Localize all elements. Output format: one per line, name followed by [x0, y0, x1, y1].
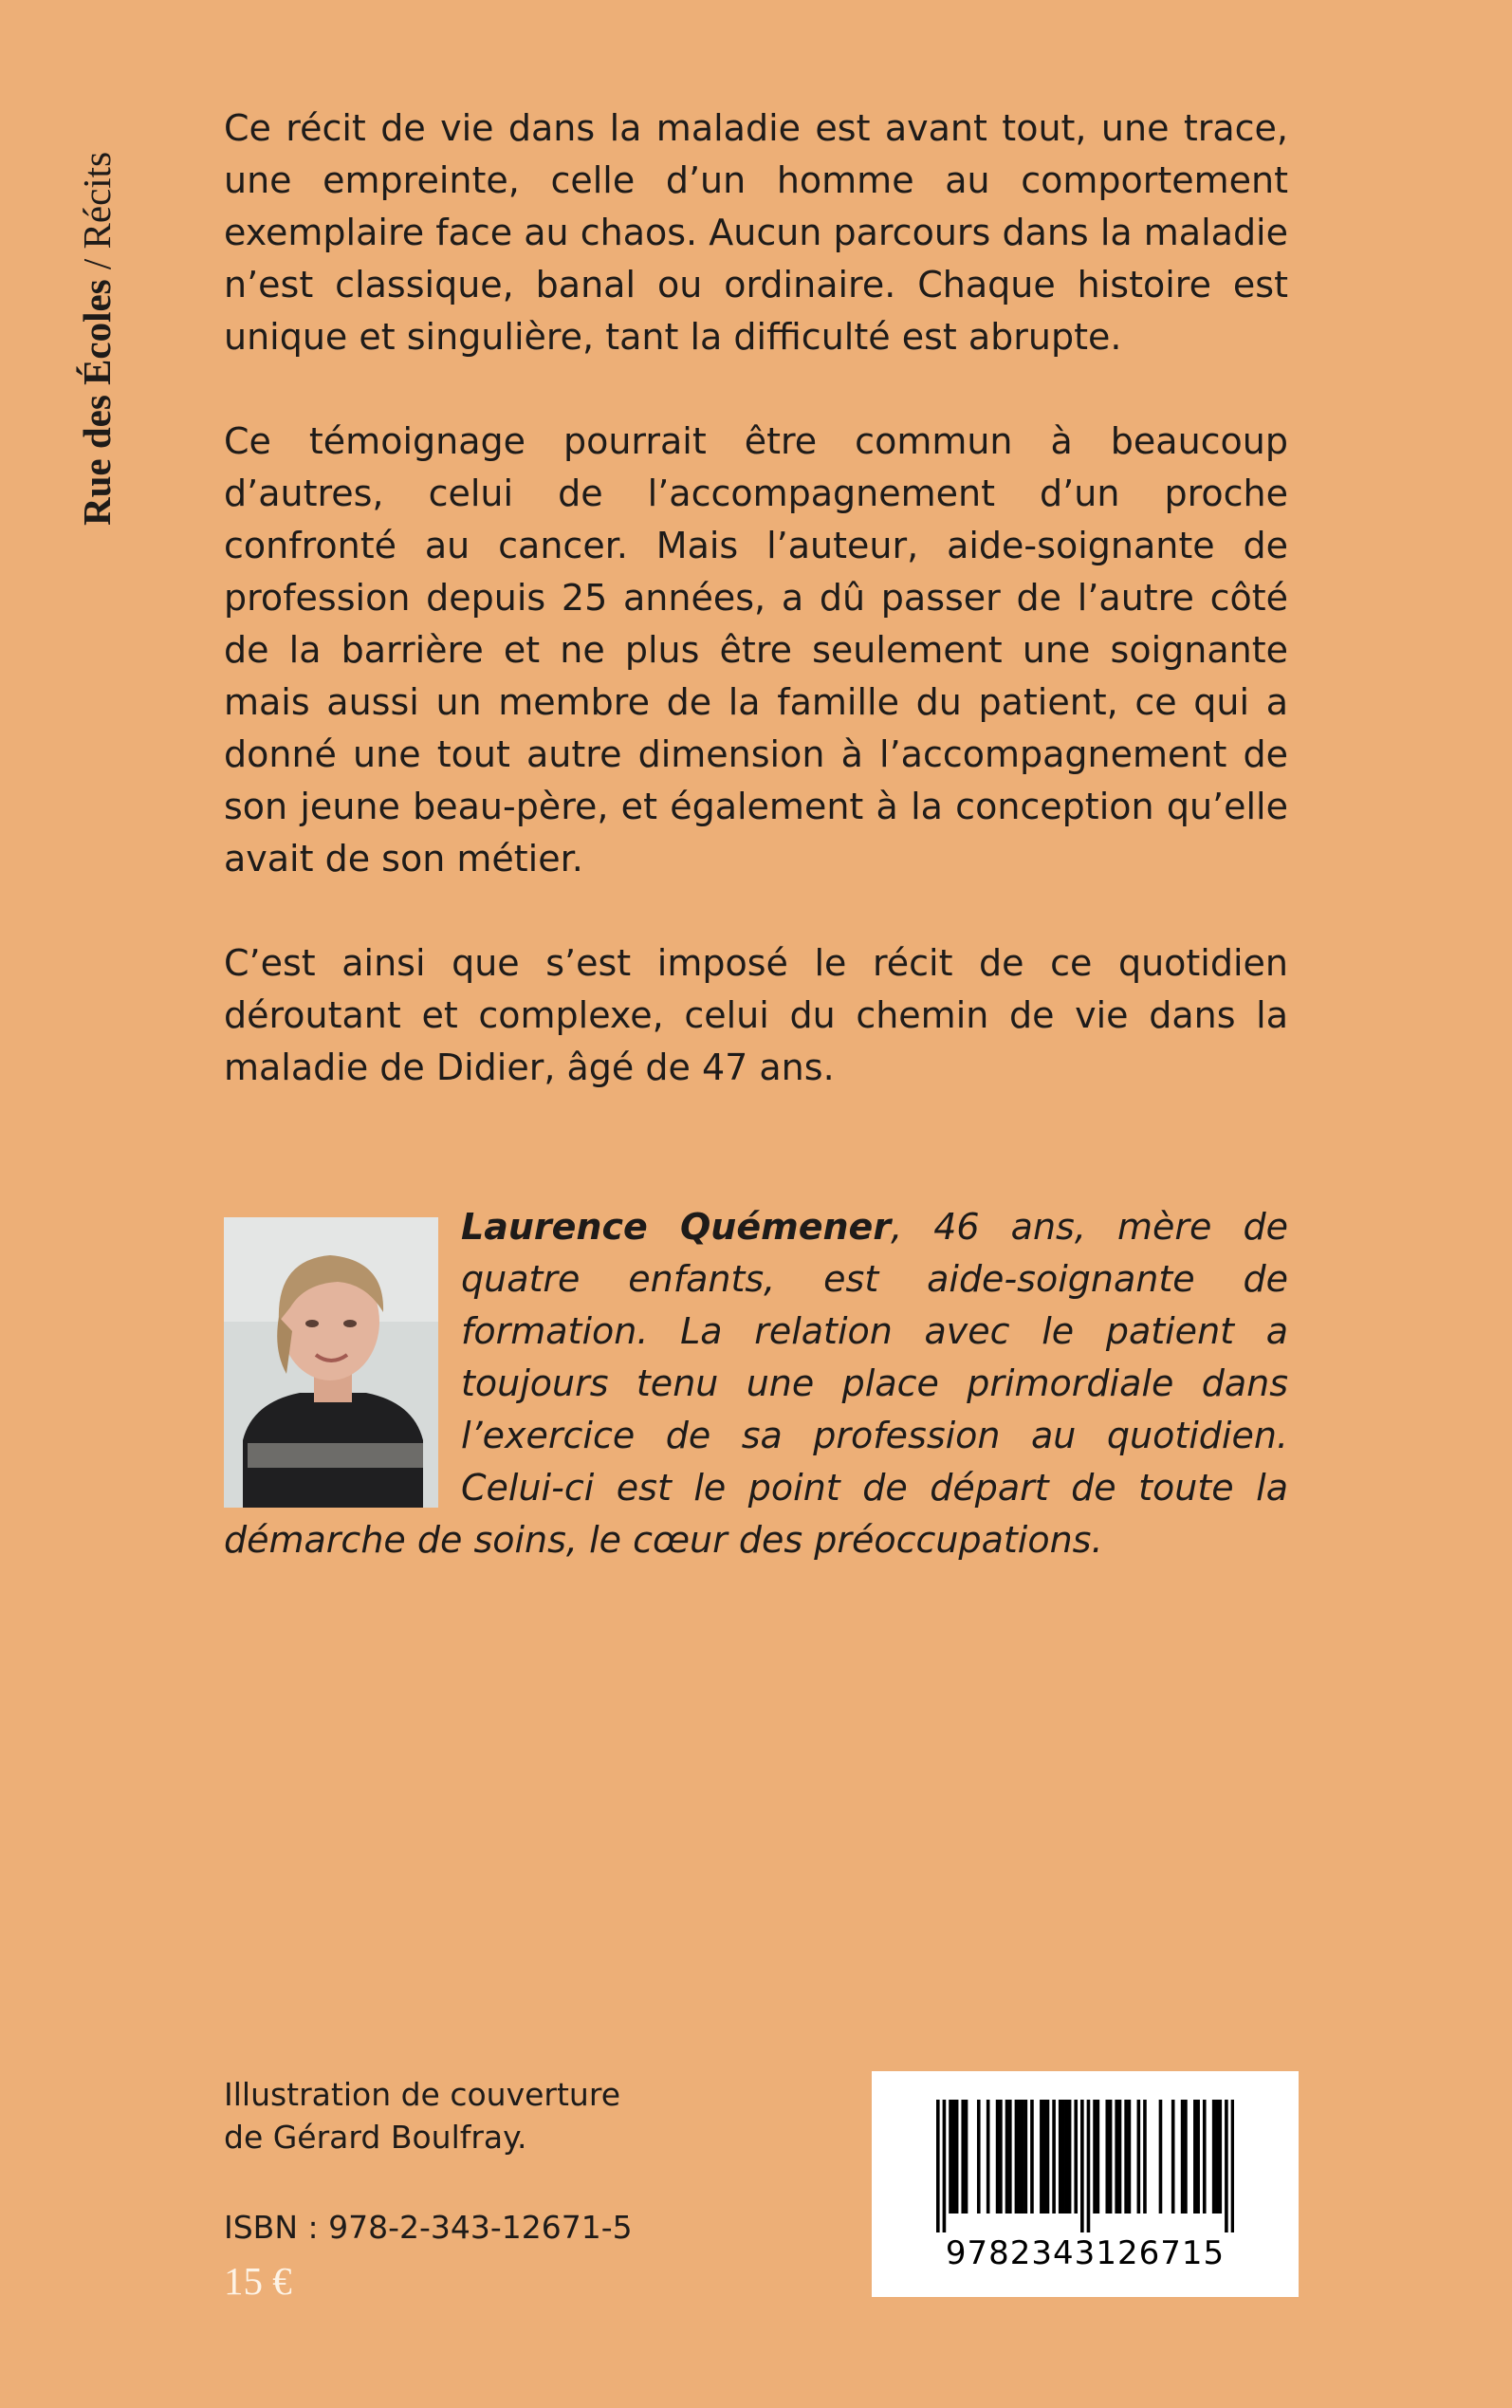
- barcode-bar: [1193, 2100, 1197, 2214]
- illustration-credit: [224, 2073, 620, 2158]
- barcode-bar: [1074, 2100, 1078, 2214]
- barcode-bar: [1068, 2100, 1072, 2214]
- isbn: ISBN : 978-2-343-12671-5: [224, 2209, 633, 2246]
- barcode-bars: [936, 2100, 1234, 2232]
- barcode-bar: [1196, 2100, 1200, 2214]
- blurb-paragraph: C’est ainsi que s’est imposé le récit de ce quotidien déroutant et complexe, celui du chemin de vie dans la maladie de Didier, âgé de 47 ans.: [224, 942, 1288, 1088]
- barcode-digits: 9782343126715: [945, 2234, 1226, 2272]
- barcode-bar: [996, 2100, 1000, 2214]
- barcode-bar: [1008, 2100, 1012, 2214]
- barcode-bar: [1159, 2100, 1163, 2214]
- barcode-bar: [1203, 2100, 1207, 2214]
- barcode-bar: [1087, 2100, 1091, 2232]
- author-bio-text: , 46 ans, mère de quatre enfants, est aide-soignante de formation. La relation avec le patient a toujours tenu une place primordiale dans l’exercice de sa profession au quotidien. Celui-ci est le point de départ de toute la démarche de soins, le cœur des préoccupations.: [224, 1206, 1288, 1561]
- barcode-bar: [1030, 2100, 1034, 2214]
- barcode-bar: [1171, 2100, 1175, 2214]
- barcode-bar: [1040, 2100, 1043, 2214]
- barcode-bar: [955, 2100, 959, 2214]
- barcode-bar: [961, 2100, 965, 2214]
- barcode-bar: [1137, 2100, 1141, 2214]
- barcode-bar: [1115, 2100, 1118, 2214]
- barcode-bar: [952, 2100, 956, 2214]
- barcode-bar: [1061, 2100, 1065, 2214]
- barcode-bar: [1225, 2100, 1228, 2232]
- collection-name: Récits: [75, 151, 119, 250]
- barcode: [872, 2071, 1299, 2297]
- barcode-bar: [1080, 2100, 1084, 2232]
- barcode-bar: [1046, 2100, 1050, 2214]
- barcode-bar: [1005, 2100, 1009, 2214]
- barcode-bar: [1124, 2100, 1128, 2214]
- barcode-bar: [1105, 2100, 1109, 2214]
- barcode-bar: [1212, 2100, 1216, 2214]
- barcode-bar: [949, 2100, 952, 2214]
- credit-line: de Gérard Boulfray.: [224, 2119, 527, 2156]
- barcode-bar: [943, 2100, 947, 2232]
- spine-title: [70, 106, 123, 571]
- barcode-bar: [986, 2100, 990, 2214]
- barcode-bar: [1109, 2100, 1113, 2214]
- barcode-bar: [1231, 2100, 1234, 2232]
- barcode-bar: [1042, 2100, 1046, 2214]
- barcode-bar: [1018, 2100, 1022, 2214]
- barcode-bar: [1052, 2100, 1056, 2214]
- barcode-bar: [1024, 2100, 1028, 2214]
- blurb-paragraph: Ce témoignage pourrait être commun à beaucoup d’autres, celui de l’accompagnement d’un proche confronté au cancer. Mais l’auteur, aide-soignante de profession depuis 25 années, a dû passer de l’autre côté de la barrière et ne plus être seulement une soignante mais aussi un membre de la famille du patient, ce qui a donné une tout autre dimension à l’accompagnement de son jeune beau-père, et également à la conception qu’elle avait de son métier.: [224, 420, 1288, 880]
- back-cover-blurb: [224, 102, 1288, 1094]
- barcode-bar: [1097, 2100, 1100, 2214]
- barcode-bar: [1093, 2100, 1097, 2214]
- barcode-bar: [1218, 2100, 1222, 2214]
- barcode-bar: [1181, 2100, 1185, 2214]
- credit-line: Illustration de couverture: [224, 2076, 620, 2113]
- barcode-bar: [1128, 2100, 1132, 2214]
- barcode-bar: [1143, 2100, 1147, 2214]
- price: 15 €: [224, 2259, 292, 2303]
- barcode-bar: [1021, 2100, 1024, 2214]
- author-bio: [224, 1201, 1288, 1566]
- barcode-bar: [977, 2100, 981, 2214]
- barcode-bar: [965, 2100, 968, 2214]
- spine-separator: /: [75, 249, 119, 280]
- barcode-bar: [1065, 2100, 1069, 2214]
- series-name: Rue des Écoles: [75, 279, 119, 527]
- barcode-bar: [936, 2100, 940, 2232]
- barcode-bar: [1118, 2100, 1122, 2214]
- barcode-bar: [1184, 2100, 1188, 2214]
- barcode-bar: [1215, 2100, 1219, 2214]
- author-name: Laurence Quémener: [461, 1206, 892, 1248]
- barcode-bar: [999, 2100, 1003, 2214]
- barcode-bar: [1059, 2100, 1062, 2214]
- barcode-bar: [1015, 2100, 1019, 2214]
- blurb-paragraph: Ce récit de vie dans la maladie est avant tout, une trace, une empreinte, celle d’un homme au comportement exemplaire face au chaos. Aucun parcours dans la maladie n’est classique, banal ou ordinaire. Chaque histoire est unique et singulière, tant la difficulté est abrupte.: [224, 107, 1288, 358]
